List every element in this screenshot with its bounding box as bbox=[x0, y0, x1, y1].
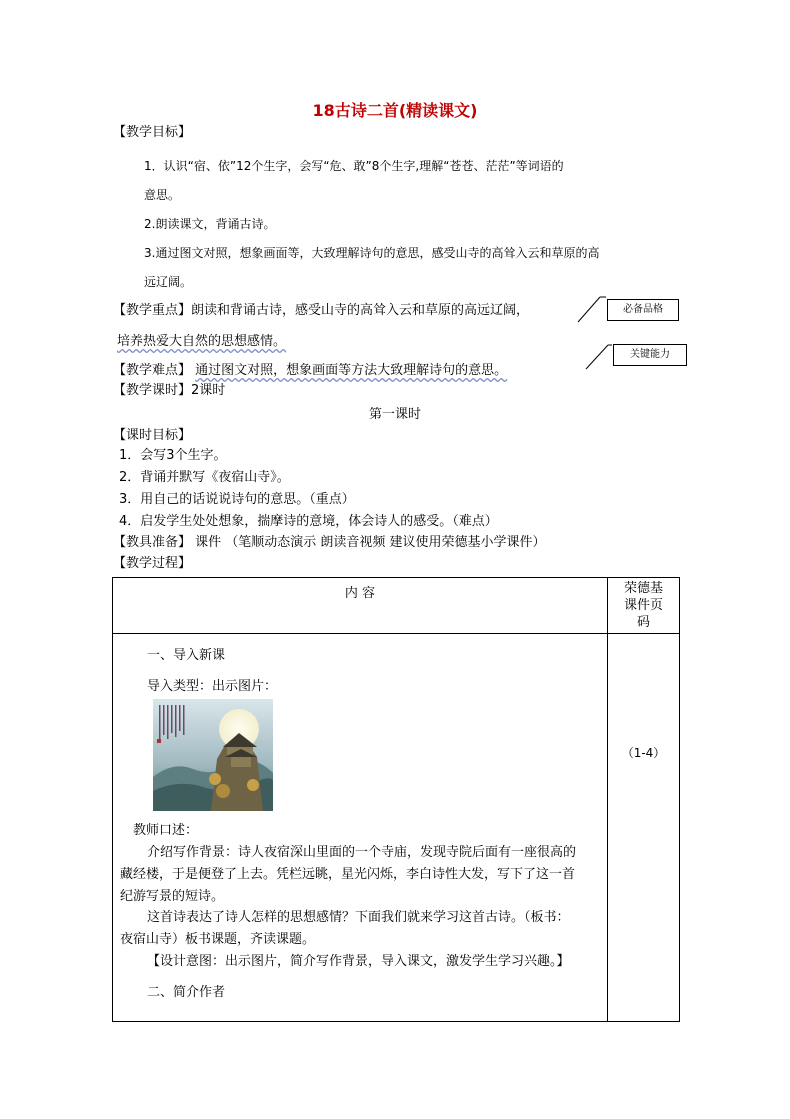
table-header-side-line: 码 bbox=[636, 615, 650, 630]
background-paragraph-line: 藏经楼，于是便登了上去。凭栏远眺，星光闪烁，李白诗性大发，写下了这一首 bbox=[120, 867, 576, 882]
teaching-tools: 【教具准备】 课件 （笔顺动态演示 朗读音视频 建议使用荣德基小学课件） bbox=[113, 535, 546, 550]
lesson-objectives-heading: 【课时目标】 bbox=[113, 428, 192, 443]
callout-guanjian-nengli: 关键能力 bbox=[613, 344, 687, 366]
objective-2: 2.朗读课文，背诵古诗。 bbox=[144, 217, 276, 231]
key-points-line-2: 培养热爱大自然的思想感情。 bbox=[117, 334, 287, 349]
lesson-objective-item: 4．启发学生处处想象，揣摩诗的意境，体会诗人的感受。（难点） bbox=[119, 514, 498, 529]
callout-line-guanjian bbox=[586, 345, 608, 369]
document-title: 18古诗二首(精读课文) bbox=[312, 101, 478, 120]
section-author-heading: 二、简介作者 bbox=[147, 985, 226, 1000]
lesson-heading: 第一课时 bbox=[368, 407, 421, 422]
key-points-text: 朗读和背诵古诗，感受山寺的高耸入云和草原的高远辽阔， bbox=[191, 303, 530, 318]
table-column-divider bbox=[607, 578, 608, 1021]
question-paragraph-line: 这首诗表达了诗人怎样的思想感情？下面我们就来学习这首古诗。（板书： bbox=[147, 910, 570, 925]
background-paragraph-line: 介绍写作背景：诗人夜宿深山里面的一个寺庙，发现寺院后面有一座很高的 bbox=[147, 845, 577, 860]
table-header-content: 内 容 bbox=[344, 586, 376, 601]
design-intent: 【设计意图：出示图片，简介写作背景，导入课文，激发学生学习兴趣。】 bbox=[147, 954, 570, 969]
callout-bibei-pinge: 必备品格 bbox=[607, 299, 679, 321]
table-header-divider bbox=[113, 633, 679, 634]
table-header-side bbox=[607, 580, 680, 631]
teacher-narration-label: 教师口述： bbox=[133, 823, 199, 838]
section-intro-heading: 一、导入新课 bbox=[147, 648, 226, 663]
table-header-side-line: 荣德基 bbox=[623, 581, 663, 596]
question-paragraph-line: 夜宿山寺）板书课题，齐读课题。 bbox=[120, 932, 316, 947]
background-paragraph-line: 纪游写景的短诗。 bbox=[120, 889, 225, 904]
key-points-label: 【教学重点】 bbox=[113, 303, 192, 318]
lesson-hours: 【教学课时】2课时 bbox=[113, 383, 226, 398]
lesson-objective-item: 2．背诵并默写《夜宿山寺》。 bbox=[119, 470, 290, 485]
process-heading: 【教学过程】 bbox=[113, 556, 192, 571]
callout-line-bibei bbox=[578, 297, 600, 322]
objective-3-line-1: 3.通过图文对照，想象画面等，大致理解诗句的意思，感受山寺的高耸入云和草原的高 bbox=[144, 246, 600, 260]
page-reference: （1-4） bbox=[621, 746, 666, 760]
difficulty-label: 【教学难点】 bbox=[113, 363, 192, 378]
objective-3-line-2: 远辽阔。 bbox=[144, 275, 193, 289]
poem-illustration bbox=[153, 699, 273, 811]
lesson-objective-item: 1．会写3个生字。 bbox=[119, 448, 227, 463]
process-table bbox=[112, 577, 680, 1022]
difficulty-text: 通过图文对照，想象画面等方法大致理解诗句的意思。 bbox=[195, 363, 508, 378]
table-header-side-line: 课件页 bbox=[623, 598, 663, 613]
objective-1-line-1: 1．认识“宿、依”12个生字，会写“危、敢”8个生字,理解“苍苍、茫茫”等词语的 bbox=[144, 159, 564, 173]
objectives-heading: 【教学目标】 bbox=[113, 125, 192, 140]
intro-type: 导入类型：出示图片： bbox=[147, 679, 278, 694]
objective-1-line-2: 意思。 bbox=[144, 188, 181, 202]
lesson-objective-item: 3．用自己的话说说诗句的意思。（重点） bbox=[119, 492, 355, 507]
